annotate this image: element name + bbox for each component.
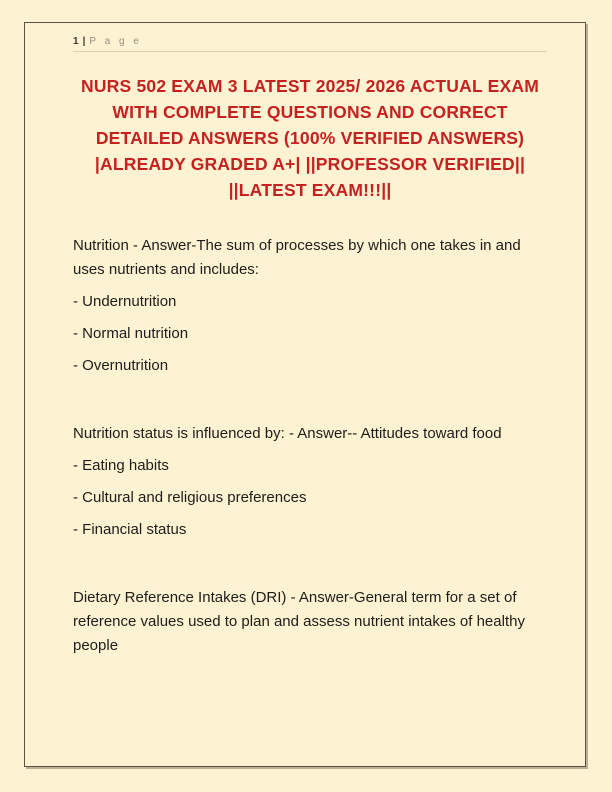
page-header [73,36,547,51]
paragraph-question-answer: Nutrition status is influenced by: - Answer-- Attitudes toward food [73,425,502,442]
page-number-separator: | [82,36,86,47]
page-border-frame [24,22,586,767]
paragraph-list-item: - Overnutrition [73,357,169,374]
qa-block-nutrition-status [73,422,547,542]
page-number: 1 [73,36,79,47]
exam-title-line-1: NURS 502 EXAM 3 LATEST 2025/ 2026 ACTUAL EXAM [81,76,539,96]
exam-title [73,73,547,203]
exam-title-line-3: DETAILED ANSWERS (100% VERIFIED ANSWERS) [95,128,525,148]
qa-block-dietary-reference-intakes [73,586,547,658]
exam-title-line-2: WITH COMPLETE QUESTIONS AND CORRECT [112,102,508,122]
header-rule [73,51,547,52]
exam-title-line-5: ||LATEST EXAM!!!|| [228,180,392,200]
paragraph-list-item: - Normal nutrition [73,325,189,342]
paragraph-list-item: - Eating habits [73,457,169,474]
document-body [73,234,547,658]
exam-title-line-4: |ALREADY GRADED A+| ||PROFESSOR VERIFIED|| [94,154,526,174]
paragraph-question-answer: Dietary Reference Intakes (DRI) - Answer-General term for a set of reference values used to plan and assess nutrient intakes of healthy people [73,589,525,654]
page-header-label: P a g e [89,36,142,47]
paragraph-list-item: - Financial status [73,521,187,538]
paragraph-question-answer: Nutrition - Answer-The sum of processes by which one takes in and uses nutrients and includes: [73,237,521,278]
paragraph-list-item: - Cultural and religious preferences [73,489,307,506]
paragraph-list-item: - Undernutrition [73,293,177,310]
qa-block-nutrition-definition [73,234,547,378]
